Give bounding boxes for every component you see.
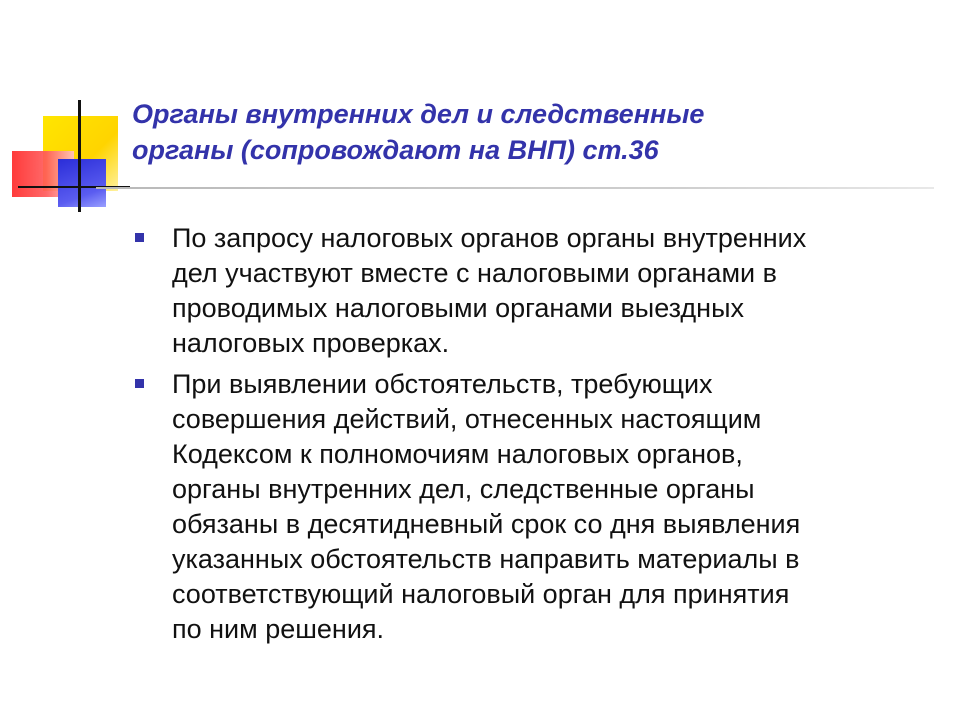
slide-title: Органы внутренних дел и следственные органы (сопровождают на ВНП) ст.36 xyxy=(132,99,705,165)
square-bullet-icon xyxy=(135,233,144,242)
blue-square-decoration xyxy=(58,159,106,207)
bullet-text: При выявлении обстоятельств, требующих совершения действий, отнесенных настоящим Кодексом к полномочиям налоговых органов, органы внутренних дел, следственные органы обязаны в десятидневный срок со дня выявления указанных обстоятельств направить материалы в соответствующий налоговый орган для принятия по ним решения. xyxy=(172,369,801,644)
title-underline-divider xyxy=(96,187,934,189)
vertical-line-decoration xyxy=(78,100,81,212)
bullet-item xyxy=(134,221,924,361)
bullet-list xyxy=(134,221,924,653)
square-bullet-icon xyxy=(135,379,144,388)
bullet-text: По запросу налоговых органов органы внутренних дел участвуют вместе с налоговыми органами в проводимых налоговыми органами выездных налоговых проверках. xyxy=(172,223,807,358)
bullet-item xyxy=(134,367,924,647)
